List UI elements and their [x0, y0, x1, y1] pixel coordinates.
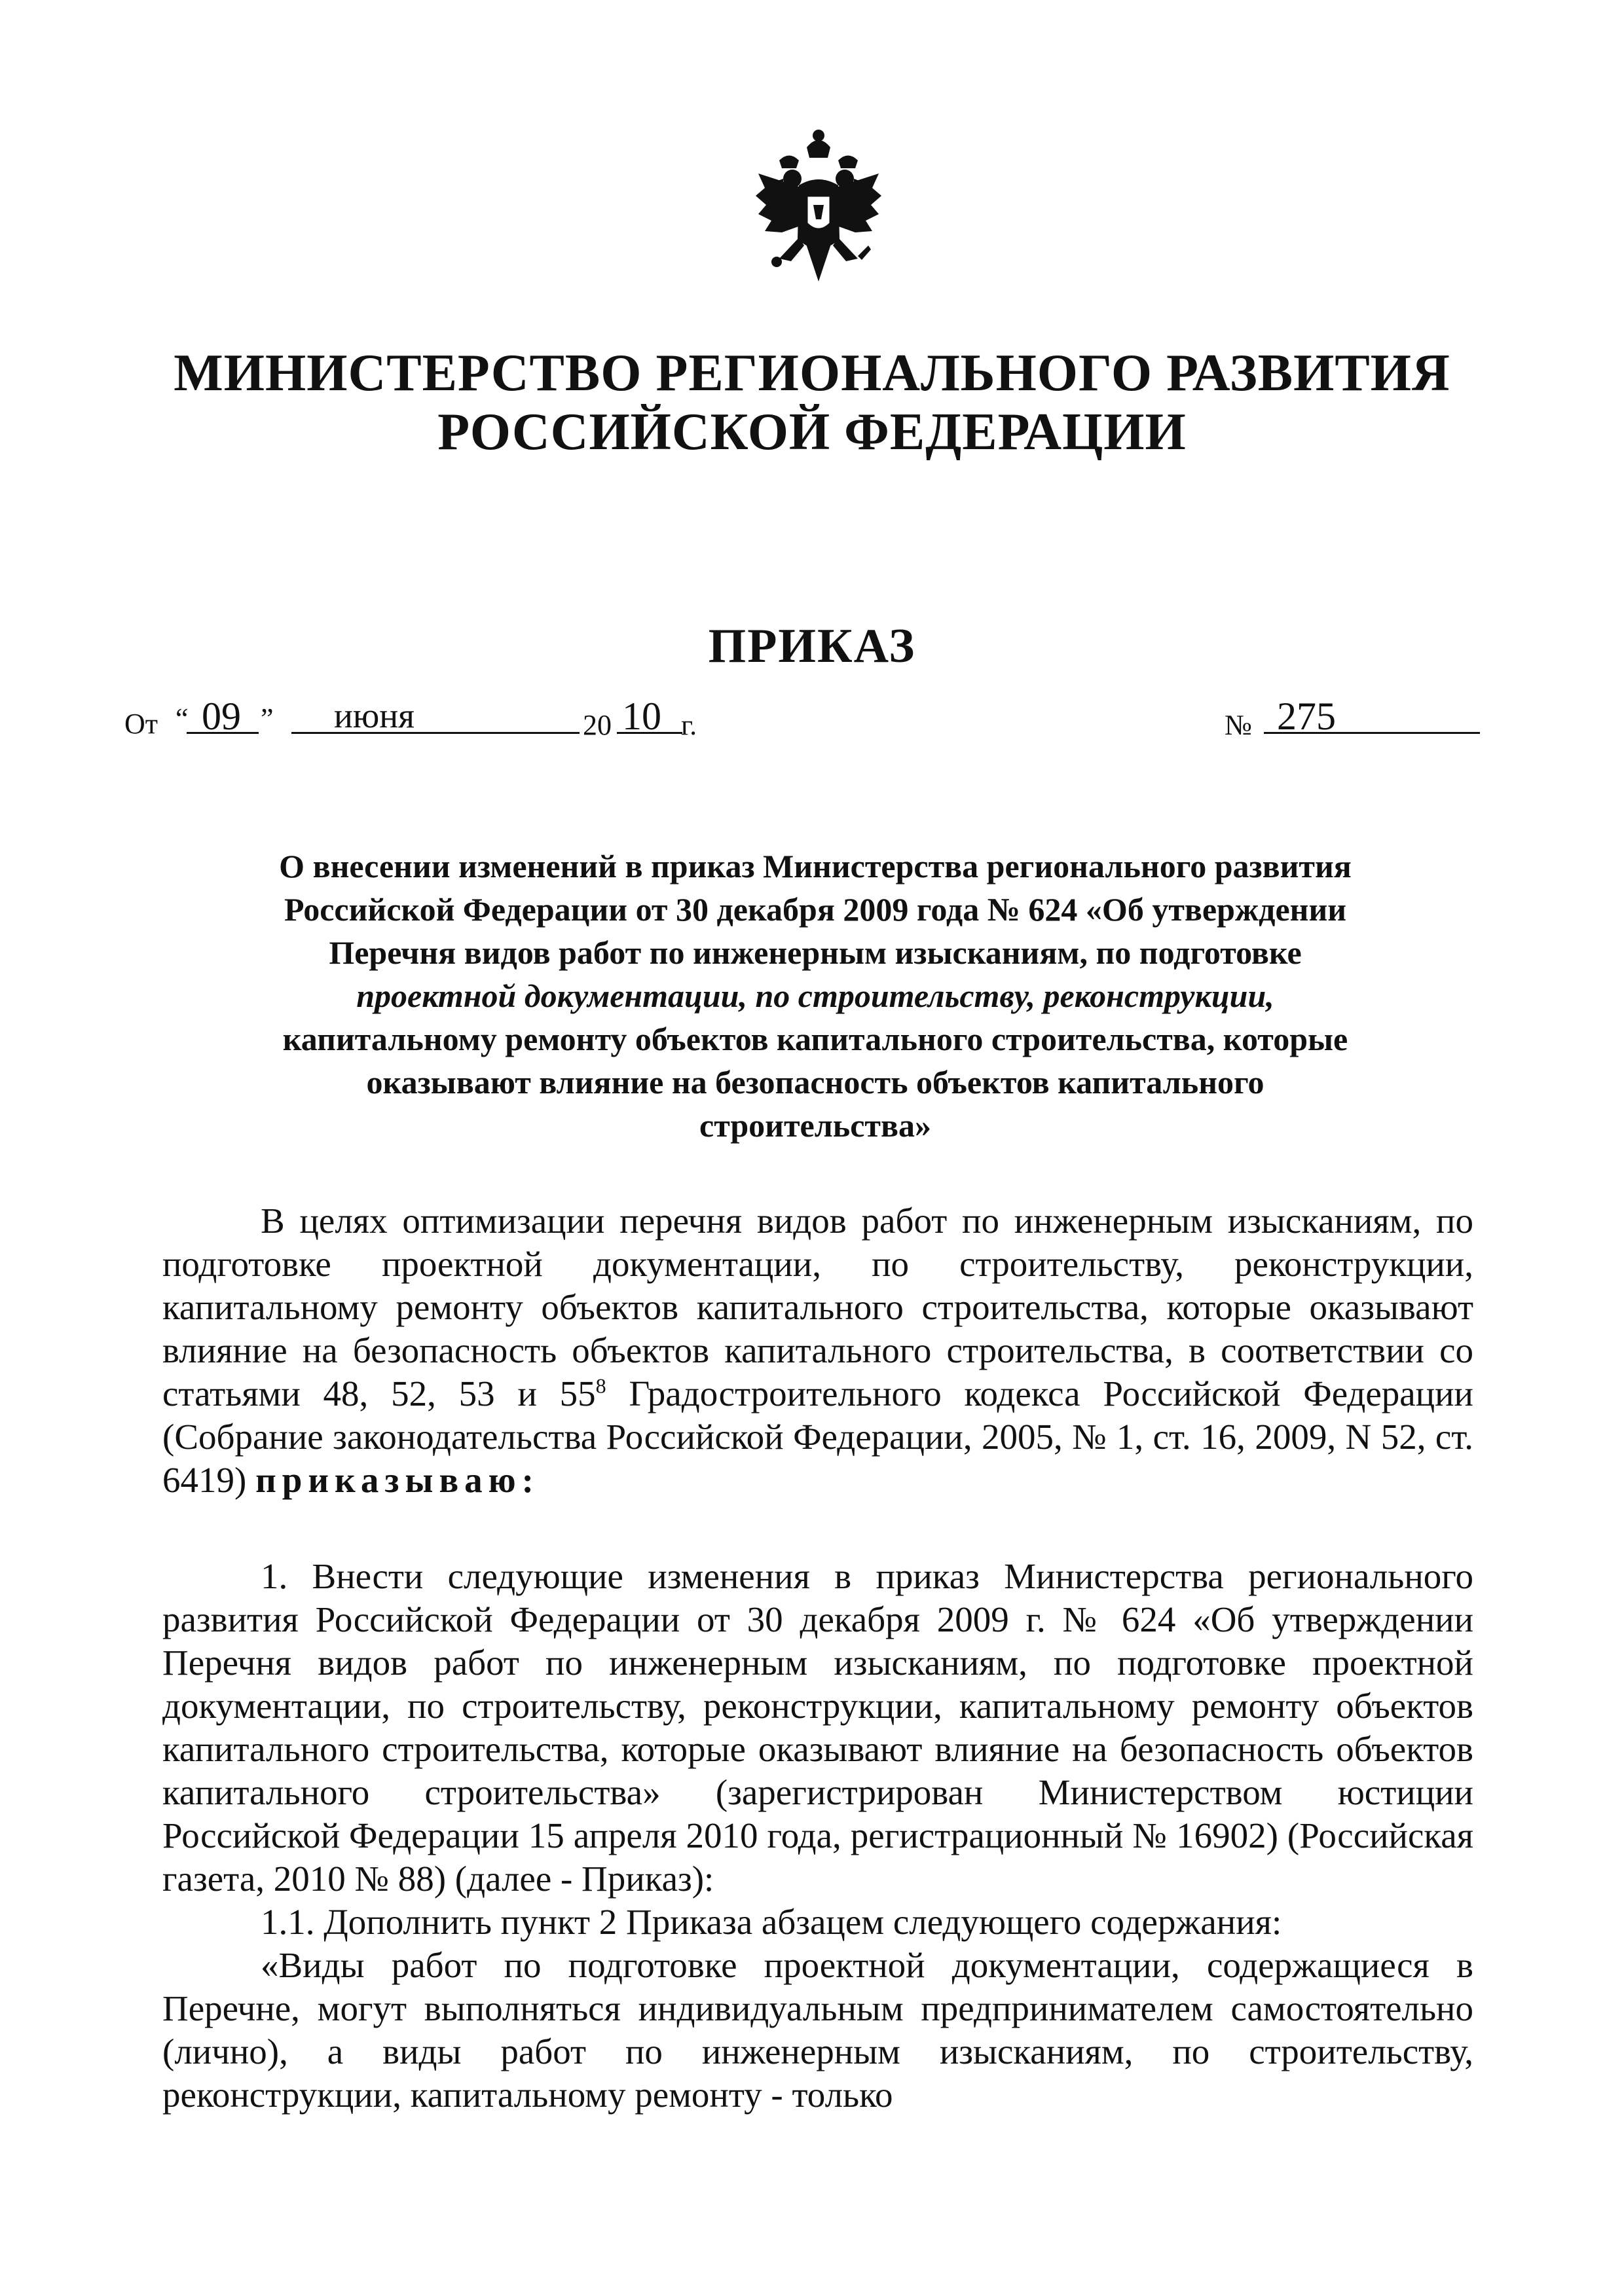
subject-line: О внесении изменений в приказ Министерства регионального развития: [279, 848, 1352, 884]
date-number-line: [124, 694, 1480, 753]
item-1-paragraph: 1. Внести следующие изменения в приказ Министерства регионального развития Российской Федерации от 30 декабря 2009 г. № 624 «Об утверждении Перечня видов работ по инженерным изысканиям, по подготовке проектной документации, по строительству, реконструкции, капитальному ремонту объектов капитального строительства, которые оказывают влияние на безопасность объектов капитального строительства» (зарегистрирован Министерством юстиции Российской Федерации 15 апреля 2010 года, регистрационный № 16902) (Российская газета, 2010 № 88) (далее - Приказ):: [162, 1556, 1473, 1899]
preamble-paragraph: [162, 1199, 1473, 1502]
subject-line: проектной документации, по строительству, реконструкции,: [356, 977, 1274, 1014]
article-superscript: 8: [595, 1374, 606, 1398]
date-open-quote: “: [175, 702, 189, 735]
date-year-prefix: 20: [583, 709, 612, 741]
date-from-label: От: [124, 708, 158, 740]
number-label: №: [1225, 709, 1252, 741]
ministry-name-line2: РОССИЙСКОЙ ФЕДЕРАЦИИ: [437, 403, 1187, 461]
date-year-value: 10: [622, 695, 661, 738]
document-type-title: ПРИКАЗ: [708, 619, 916, 673]
date-day-value: 09: [202, 695, 241, 738]
order-word: приказываю:: [255, 1460, 540, 1500]
number-value: 275: [1277, 695, 1336, 738]
subject-line: капитальному ремонту объектов капитального строительства, которые: [282, 1021, 1348, 1057]
order-subject: [157, 845, 1473, 1147]
order-items: [162, 1555, 1473, 2117]
item-1-1-paragraph: 1.1. Дополнить пункт 2 Приказа абзацем следующего содержания:: [261, 1902, 1282, 1942]
date-close-quote: ”: [261, 702, 274, 735]
subject-line: строительства»: [699, 1107, 931, 1144]
quoted-paragraph: «Виды работ по подготовке проектной документации, содержащиеся в Перечне, могут выполняться индивидуальным предпринимателем самостоятельно (лично), а виды работ по инженерным изысканиям, по строительству, реконструкции, капитальному ремонту - только: [162, 1945, 1473, 2115]
coat-of-arms-emblem: [753, 128, 884, 291]
ministry-name-line1: МИНИСТЕРСТВО РЕГИОНАЛЬНОГО РАЗВИТИЯ: [174, 344, 1450, 402]
subject-line: Перечня видов работ по инженерным изысканиям, по подготовке: [329, 934, 1302, 971]
preamble-text-part1: В целях оптимизации перечня видов работ по инженерным изысканиям, по подготовке проектной документации, по строительству, реконструкции, капитальному ремонту объектов капитального строительства, которые оказывают влияние на безопасность объектов капитального строительства, в соответствии со статьями 48, 52, 53 и 55: [162, 1201, 1473, 1413]
date-year-abbr: г.: [681, 709, 697, 741]
date-month-value: июня: [334, 696, 415, 735]
preamble-text-part2: Градостроительного кодекса Российской Федерации (Собрание законодательства Российской Федерации, 2005, № 1, ст. 16, 2009, N 52, ст. 6419): [162, 1374, 1473, 1500]
subject-line: оказывают влияние на безопасность объектов капитального: [366, 1064, 1264, 1101]
subject-line: Российской Федерации от 30 декабря 2009 года № 624 «Об утверждении: [284, 891, 1347, 928]
